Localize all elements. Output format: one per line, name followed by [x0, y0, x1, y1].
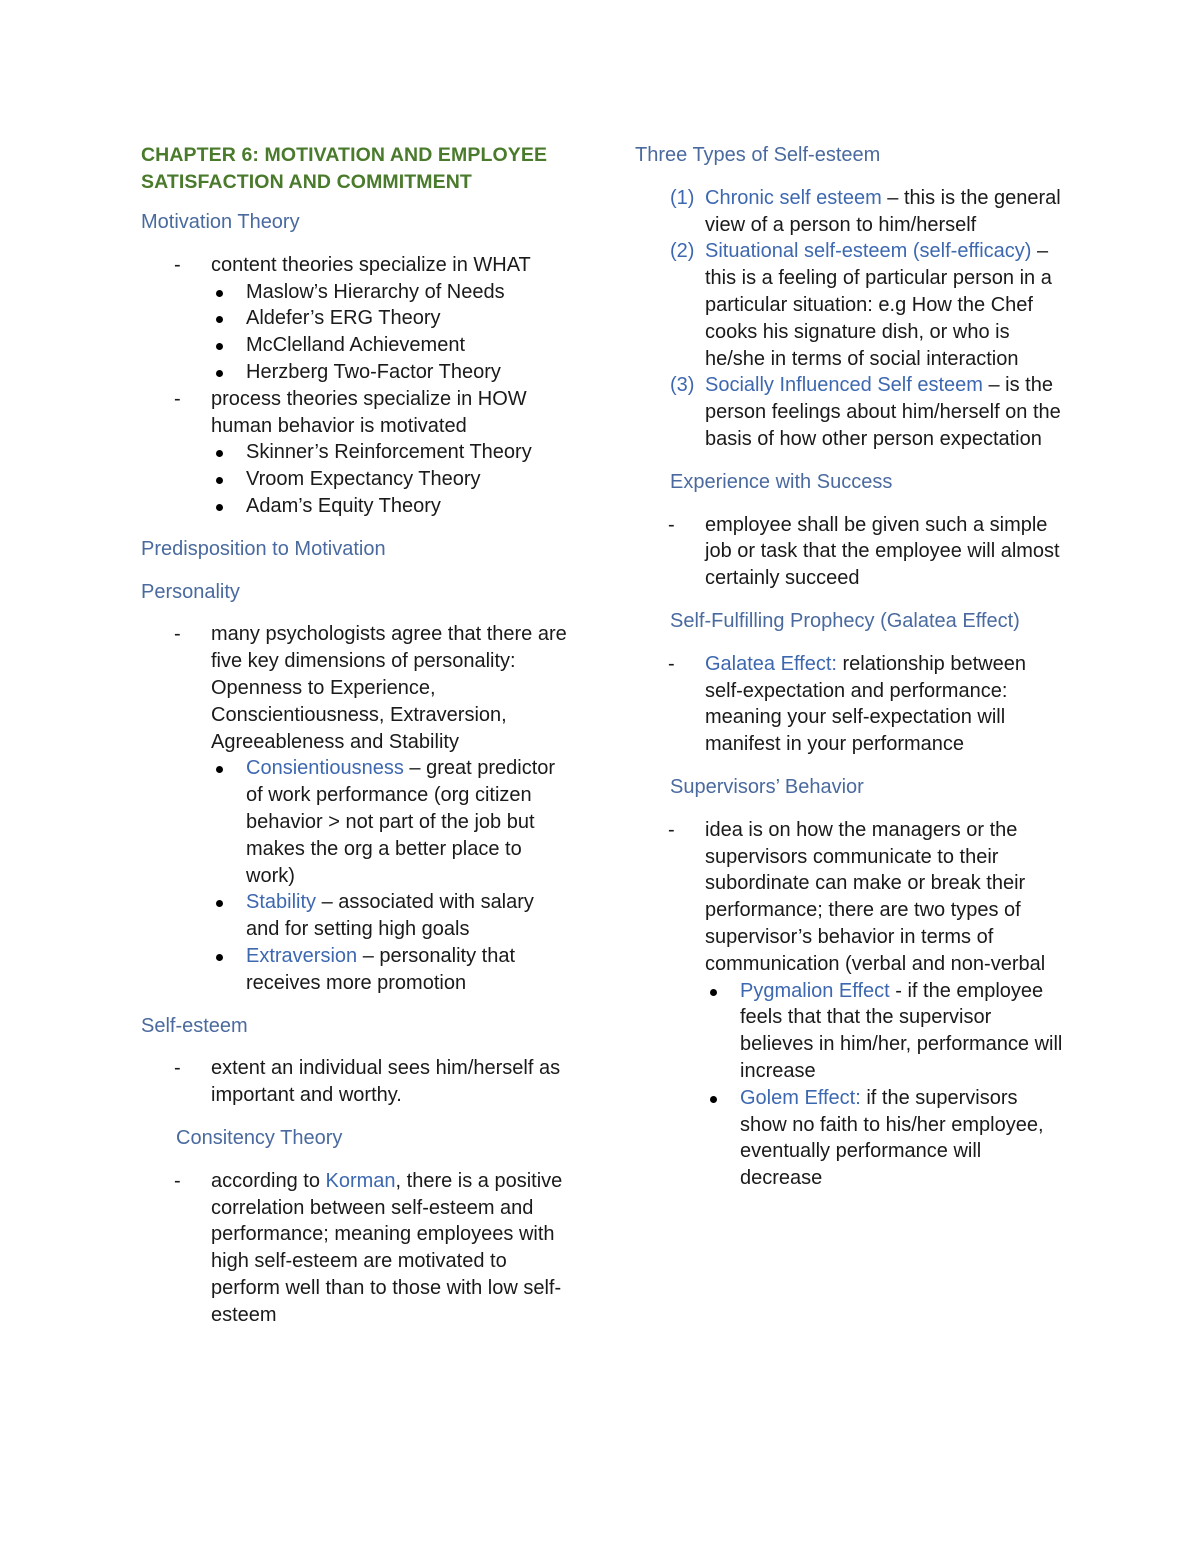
supervisors-behavior-heading: Supervisors’ Behavior: [670, 775, 864, 798]
type-term: Chronic self esteem: [705, 186, 882, 209]
type-desc: – this is a feeling of particular person in a particular situation: e.g How the Chef cooks his signature dish, or who is he/she in terms of social interaction: [705, 240, 1052, 370]
supervisors-list: [635, 817, 1065, 1192]
content-theories-list: [211, 279, 571, 386]
effect-term: Pygmalion Effect: [740, 979, 890, 1002]
galatea-desc: relationship between self-expectation and performance: meaning your self-expectation will manifest in your performance: [705, 652, 1026, 756]
personality-heading: Personality: [141, 580, 240, 603]
list-item: [670, 372, 1065, 452]
list-item: [211, 889, 571, 943]
dimension-term: Stability: [246, 891, 317, 914]
dimension-term: Consientiousness: [246, 757, 404, 780]
list-item: [141, 621, 571, 996]
chapter-title: CHAPTER 6: MOTIVATION AND EMPLOYEE SATISFACTION AND COMMITMENT: [141, 144, 548, 193]
effects-list: [705, 978, 1065, 1192]
predisposition-heading: Predisposition to Motivation: [141, 537, 386, 560]
self-fulfilling-prophecy-heading: Self-Fulfilling Prophecy (Galatea Effect): [670, 609, 1020, 632]
list-item: Adam’s Equity Theory: [211, 493, 571, 520]
experience-success-heading: Experience with Success: [670, 470, 893, 493]
content-theories-text: content theories specialize in WHAT: [211, 253, 531, 276]
personality-list: [141, 621, 571, 996]
dimension-desc: – associated with salary and for setting high goals: [246, 891, 534, 941]
list-item: [211, 943, 571, 997]
type-term: Situational self-esteem (self-efficacy): [705, 240, 1032, 263]
galatea-list: [635, 651, 1065, 758]
list-item: Herzberg Two-Factor Theory: [211, 359, 571, 386]
type-desc: – is the person feelings about him/herself on the basis of how other person expectation: [705, 374, 1061, 450]
effect-desc: - if the employee feels that that the supervisor believes in him/her, performance will increase: [740, 979, 1063, 1082]
right-column: [635, 142, 1065, 1208]
self-esteem-heading: Self-esteem: [141, 1014, 248, 1037]
list-item: [705, 1085, 1065, 1192]
list-item: - extent an individual sees him/herself as important and worthy.: [141, 1055, 571, 1109]
effect-desc: if the supervisors show no faith to his/her employee, eventually performance will decrease: [740, 1086, 1044, 1190]
list-item: Skinner’s Reinforcement Theory: [211, 439, 571, 466]
dimension-desc: – great predictor of work performance (org citizen behavior > not part of the job but makes the org a better place to work): [246, 757, 556, 887]
list-item: [635, 651, 1065, 758]
item-number: (3): [670, 374, 695, 397]
personality-text: many psychologists agree that there are five key dimensions of personality: Openness to Experience, Conscientiousness, Extraversion, Agreeableness and Stability: [211, 623, 567, 753]
item-number: (2): [670, 240, 695, 263]
self-esteem-list: [141, 1055, 571, 1109]
process-theories-text: process theories specialize in HOW human behavior is motivated: [211, 387, 527, 437]
list-item: [141, 1168, 571, 1329]
list-item: [670, 238, 1065, 372]
consistency-text-post: , there is a positive correlation between self-esteem and performance; meaning employees with high self-esteem are motivated to perform well than to those with low self-esteem: [211, 1169, 563, 1326]
motivation-theory-heading: Motivation Theory: [141, 211, 300, 233]
list-item: Maslow’s Hierarchy of Needs: [211, 279, 571, 306]
korman-name: Korman: [325, 1169, 396, 1192]
three-types-heading: Three Types of Self-esteem: [635, 144, 881, 166]
process-theories-list: [211, 439, 571, 519]
consistency-text-pre: according to: [211, 1169, 326, 1192]
dimensions-list: [211, 755, 571, 996]
list-item: [141, 386, 571, 520]
list-item: [670, 185, 1065, 239]
list-item: [211, 755, 571, 889]
list-item: Vroom Expectancy Theory: [211, 466, 571, 493]
list-item: - employee shall be given such a simple job or task that the employee will almost certainly succeed: [635, 512, 1065, 592]
type-desc: – this is the general view of a person to him/herself: [705, 186, 1061, 236]
consistency-theory-list: [141, 1168, 571, 1329]
left-column: [141, 142, 571, 1344]
galatea-term: Galatea Effect:: [705, 652, 837, 675]
dimension-desc: – personality that receives more promotion: [246, 944, 516, 994]
list-item: [141, 252, 571, 386]
supervisors-text: idea is on how the managers or the supervisors communicate to their subordinate can make or break their performance; there are two types of supervisor’s behavior in terms of communication (verbal and non-verbal: [705, 818, 1046, 975]
consistency-theory-heading: Consitency Theory: [176, 1126, 343, 1149]
motivation-theory-list: [141, 252, 571, 520]
experience-success-list: [635, 512, 1065, 592]
dimension-term: Extraversion: [246, 944, 358, 967]
list-item: [705, 978, 1065, 1085]
list-item: McClelland Achievement: [211, 332, 571, 359]
self-esteem-types-list: [670, 185, 1065, 453]
list-item: [635, 817, 1065, 1192]
list-item: Aldefer’s ERG Theory: [211, 305, 571, 332]
effect-term: Golem Effect:: [740, 1086, 861, 1109]
type-term: Socially Influenced Self esteem: [705, 374, 983, 397]
item-number: (1): [670, 186, 695, 209]
